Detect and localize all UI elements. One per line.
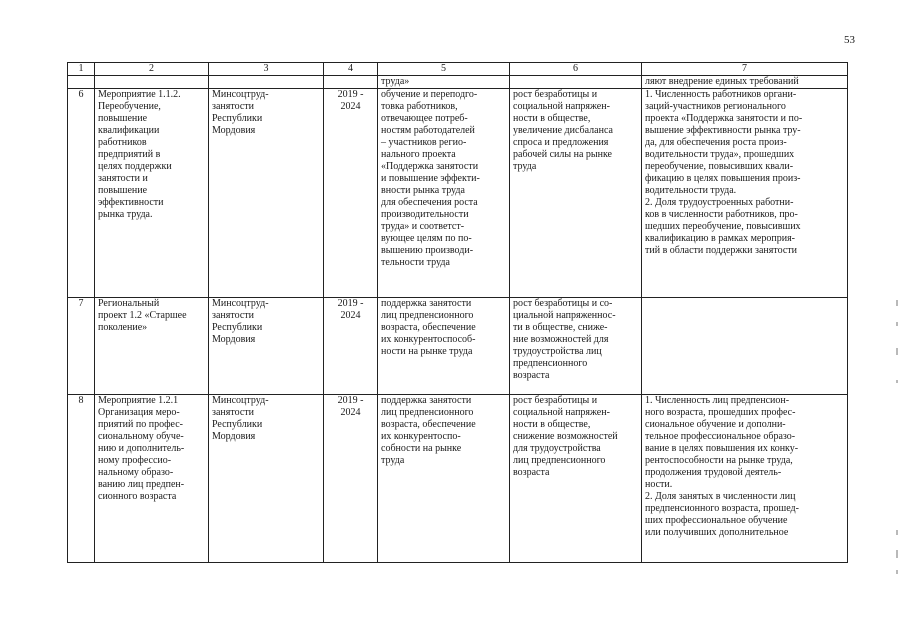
text-line: 2. Доля занятых в численности лиц	[645, 491, 796, 502]
header-cell: 4	[324, 63, 378, 76]
text-line: социальной напряжен-	[513, 101, 610, 112]
event-content	[378, 89, 510, 298]
text-line: ние возможностей для	[513, 334, 609, 345]
header-cell: 6	[510, 63, 642, 76]
text-line: Мероприятие 1.1.2.	[98, 89, 181, 100]
text-line: тельности труда	[381, 257, 450, 268]
table-row	[68, 395, 848, 563]
risks	[510, 89, 642, 298]
text-line: ности в обществе,	[513, 113, 591, 124]
years	[324, 89, 378, 298]
text-line: 2024	[340, 407, 361, 418]
text-line: занятости	[212, 407, 254, 418]
text-line: проекта «Поддержка занятости и по-	[645, 113, 803, 124]
text-line: ности на рынке труда	[381, 346, 473, 357]
text-line: нального проекта	[381, 149, 456, 160]
text-line: вышению производи-	[381, 245, 474, 256]
text-line: лиц предпенсионного	[381, 407, 474, 418]
row-number: 8	[68, 395, 95, 563]
text-line: ти в обществе, сниже-	[513, 322, 608, 333]
text-line: 1. Численность работников органи-	[645, 89, 797, 100]
text-line: проект 1.2 «Старшее	[98, 310, 187, 321]
text-line: Мордовия	[212, 334, 256, 345]
text-line: их конкурентоспо-	[381, 431, 461, 442]
text-line: 2024	[340, 101, 361, 112]
text-line: Мордовия	[212, 125, 256, 136]
text-line: товка работников,	[381, 101, 458, 112]
text-line: поколение»	[98, 322, 148, 333]
text-line: Мордовия	[212, 431, 256, 442]
text-line: ностям работодателей	[381, 125, 475, 136]
row-number: 7	[68, 298, 95, 395]
text-line: шедших переобучение, повысивших	[645, 221, 801, 232]
text-line: их конкурентоспособ-	[381, 334, 476, 345]
text-line: 2024	[340, 310, 361, 321]
executor	[209, 89, 324, 298]
text-line: нию и дополнитель-	[98, 443, 185, 454]
text-line: лиц предпенсионного	[381, 310, 474, 321]
text-line: ного возраста, прошедших профес-	[645, 407, 796, 418]
text-line: ности в обществе,	[513, 419, 591, 430]
table-row	[68, 89, 848, 298]
continuation-row	[68, 76, 848, 89]
text-line: 1. Численность лиц предпенсион-	[645, 395, 790, 406]
header-cell: 2	[95, 63, 209, 76]
text-line: снижение возможностей	[513, 431, 618, 442]
text-line: для обеспечения роста	[381, 197, 478, 208]
text-line: фикацию в целях повышения произ-	[645, 173, 801, 184]
header-cell: 7	[642, 63, 848, 76]
text-line: циальной напряженнос-	[513, 310, 616, 321]
text-line: обучение и переподго-	[381, 89, 478, 100]
text-line: спроса и предложения	[513, 137, 609, 148]
text-line: возраста	[513, 370, 550, 381]
text-line: увеличение дисбаланса	[513, 125, 613, 136]
text-line: ному профессио-	[98, 455, 172, 466]
text-line: работников	[98, 137, 147, 148]
text-line: приятий по профес-	[98, 419, 184, 430]
text-line: 2. Доля трудоустроенных работни-	[645, 197, 794, 208]
text-line: Организация меро-	[98, 407, 180, 418]
text-line: лиц предпенсионного	[513, 455, 606, 466]
text-line: квалификации	[98, 125, 160, 136]
text-line: труда»	[381, 76, 410, 87]
text-line: сионного возраста	[98, 491, 177, 502]
text-line: сиональное обучение и дополни-	[645, 419, 786, 430]
text-line: возраста, обеспечение	[381, 322, 476, 333]
years	[324, 298, 378, 395]
header-row	[68, 63, 848, 76]
header-cell: 1	[68, 63, 95, 76]
text-line: 2019 -	[337, 395, 364, 406]
text-line: производительности	[381, 209, 469, 220]
text-line: да, для обеспечения роста произ-	[645, 137, 787, 148]
text-line: возраста	[513, 467, 550, 478]
text-line: вышение эффективности рынка тру-	[645, 125, 801, 136]
indicators	[642, 298, 848, 395]
scan-artifact	[896, 300, 899, 600]
text-line: Минсоцтруд-	[212, 89, 269, 100]
text-line: Минсоцтруд-	[212, 395, 269, 406]
text-line: Переобучение,	[98, 101, 161, 112]
text-line: рентоспособности на рынке труда,	[645, 455, 793, 466]
event-name	[95, 89, 209, 298]
risks	[510, 395, 642, 563]
text-line: повышение	[98, 113, 148, 124]
text-line: трудоустройства лиц	[513, 346, 602, 357]
text-line: Минсоцтруд-	[212, 298, 269, 309]
event-content	[378, 395, 510, 563]
text-line: продолжения трудовой деятель-	[645, 467, 782, 478]
text-line: рост безработицы и	[513, 89, 598, 100]
text-line: рост безработицы и	[513, 395, 598, 406]
row-number: 6	[68, 89, 95, 298]
text-line: вание в целях повышения их конку-	[645, 443, 799, 454]
text-line: для трудоустройства	[513, 443, 601, 454]
text-line: ляют внедрение единых требований	[645, 76, 799, 87]
text-line: ших профессиональное обучение	[645, 515, 788, 526]
executor	[209, 395, 324, 563]
text-line: предпенсионного возраста, прошед-	[645, 503, 799, 514]
text-line: поддержка занятости	[381, 395, 472, 406]
text-line: – участников регио-	[381, 137, 467, 148]
text-line: водительности труда», прошедших	[645, 149, 795, 160]
header-cell: 5	[378, 63, 510, 76]
text-line: рост безработицы и со-	[513, 298, 613, 309]
executor	[209, 298, 324, 395]
continuation-indicators	[642, 76, 848, 89]
text-line: поддержка занятости	[381, 298, 472, 309]
years	[324, 395, 378, 563]
header-cell: 3	[209, 63, 324, 76]
text-line: или получивших дополнительное	[645, 527, 789, 538]
text-line: отвечающее потреб-	[381, 113, 468, 124]
text-line: тий в области поддержки занятости	[645, 245, 798, 256]
text-line: труда» и соответст-	[381, 221, 465, 232]
text-line: Региональный	[98, 298, 160, 309]
text-line: предприятий в	[98, 149, 161, 160]
text-line: рабочей силы на рынке	[513, 149, 612, 160]
table-row	[68, 298, 848, 395]
text-line: Республики	[212, 113, 263, 124]
indicators	[642, 395, 848, 563]
text-line: труда	[381, 455, 405, 466]
text-line: 2019 -	[337, 89, 364, 100]
text-line: и повышение эффекти-	[381, 173, 480, 184]
text-line: занятости	[212, 101, 254, 112]
text-line: повышение	[98, 185, 148, 196]
text-line: нальному образо-	[98, 467, 174, 478]
text-line: водительности труда.	[645, 185, 737, 196]
text-line: заций-участников регионального	[645, 101, 786, 112]
text-line: возраста, обеспечение	[381, 419, 476, 430]
text-line: эффективности	[98, 197, 164, 208]
text-line: ванию лиц предпен-	[98, 479, 185, 490]
text-line: Республики	[212, 322, 263, 333]
text-line: сиональному обуче-	[98, 431, 184, 442]
text-line: тельное профессиональное образо-	[645, 431, 796, 442]
indicators	[642, 89, 848, 298]
text-line: переобучение, повысивших квали-	[645, 161, 794, 172]
text-line: ков в численности работников, про-	[645, 209, 798, 220]
text-line: занятости	[212, 310, 254, 321]
text-line: собности на рынке	[381, 443, 462, 454]
text-line: «Поддержка занятости	[381, 161, 479, 172]
text-line: труда	[513, 161, 537, 172]
event-content	[378, 298, 510, 395]
text-line: занятости и	[98, 173, 148, 184]
continuation-content	[378, 76, 510, 89]
text-line: квалификацию в рамках мероприя-	[645, 233, 795, 244]
text-line: предпенсионного	[513, 358, 588, 369]
text-line: социальной напряжен-	[513, 407, 610, 418]
event-name	[95, 298, 209, 395]
text-line: 2019 -	[337, 298, 364, 309]
event-name	[95, 395, 209, 563]
risks	[510, 298, 642, 395]
text-line: вующее целям по по-	[381, 233, 472, 244]
text-line: вности рынка труда	[381, 185, 465, 196]
text-line: ности.	[645, 479, 673, 490]
text-line: целях поддержки	[98, 161, 172, 172]
text-line: Республики	[212, 419, 263, 430]
program-table	[67, 62, 848, 563]
text-line: Мероприятие 1.2.1	[98, 395, 179, 406]
page-number: 53	[844, 34, 855, 46]
text-line: рынка труда.	[98, 209, 153, 220]
